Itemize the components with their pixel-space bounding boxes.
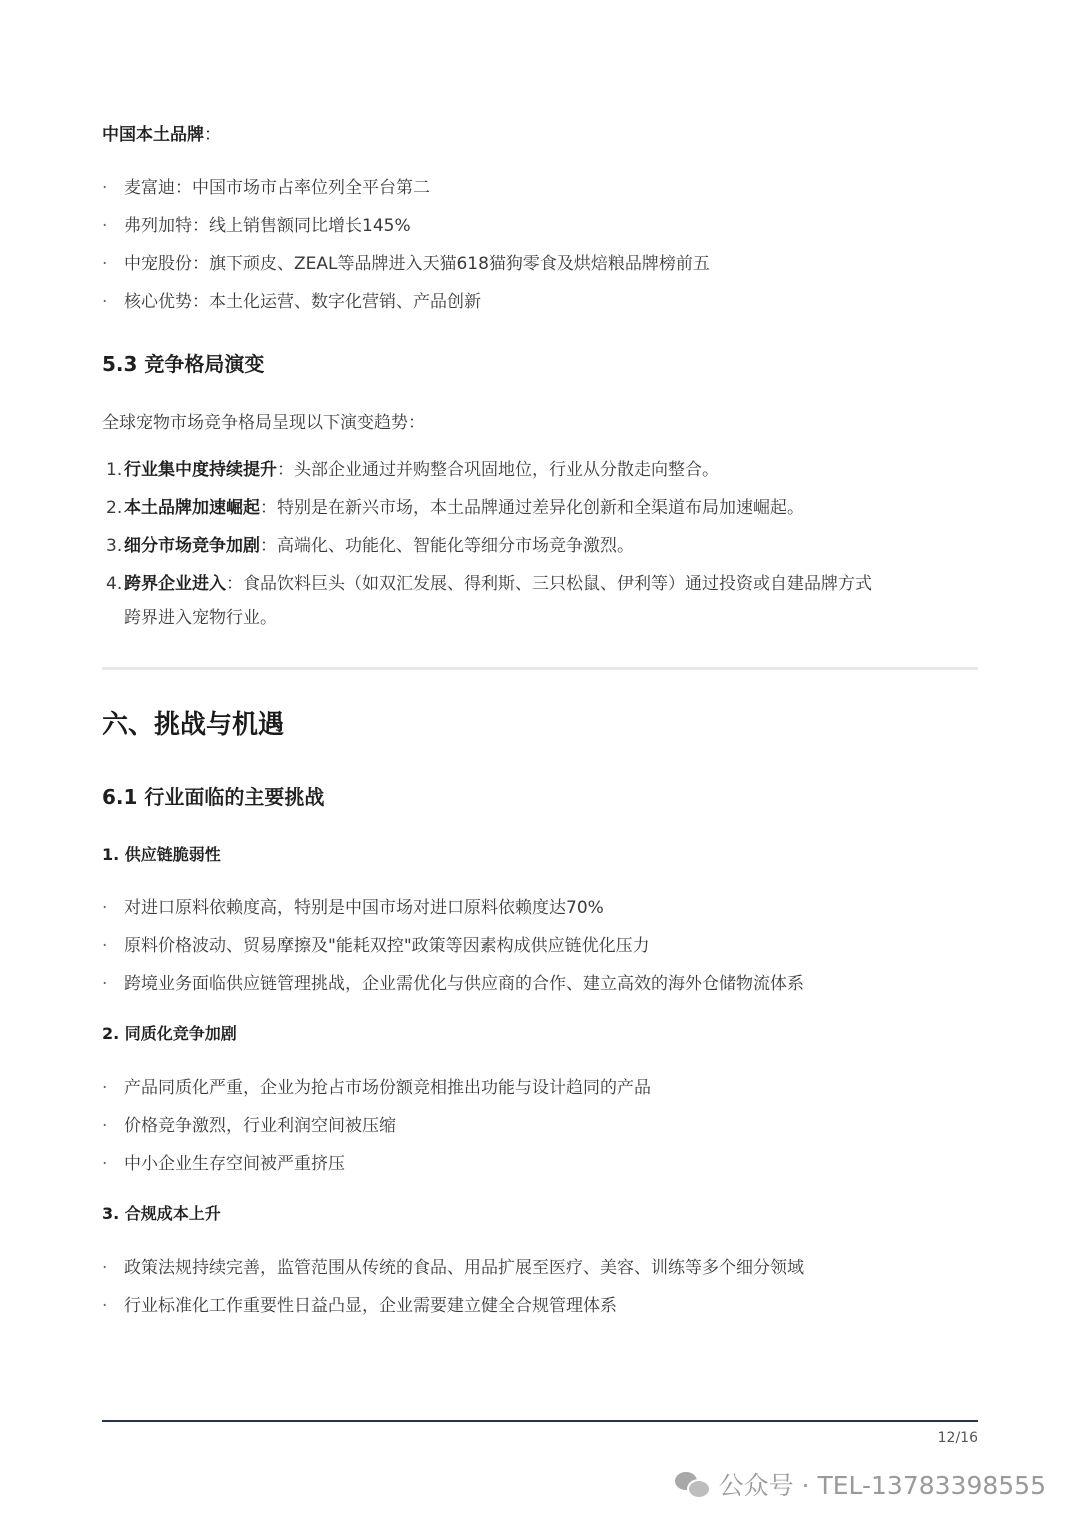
section-title-6-1: 6.1 行业面临的主要挑战: [102, 785, 325, 809]
brands-heading: 中国本土品牌：: [102, 125, 221, 145]
ordered-item: 1. 行业集中度持续提升：头部企业通过并购整合巩固地位，行业从分散走向整合。: [106, 460, 719, 480]
subsection-title: 1. 供应链脆弱性: [102, 845, 221, 864]
list-item: · 核心优势：本土化运营、数字化营销、产品创新: [102, 292, 481, 312]
list-item: · 价格竞争激烈，行业利润空间被压缩: [102, 1116, 396, 1136]
footer-rule: [102, 1420, 978, 1422]
list-item: · 中宠股份：旗下顽皮、ZEAL等品牌进入天猫618猫狗零食及烘焙粮品牌榜前五: [102, 254, 710, 274]
watermark: [675, 1466, 1046, 1502]
list-item: · 产品同质化严重，企业为抢占市场份额竞相推出功能与设计趋同的产品: [102, 1078, 651, 1098]
ordered-item: 2. 本土品牌加速崛起：特别是在新兴市场，本土品牌通过差异化创新和全渠道布局加速崛起。: [106, 498, 804, 518]
list-item: · 行业标准化工作重要性日益凸显，企业需要建立健全合规管理体系: [102, 1296, 617, 1316]
section-divider: [102, 667, 978, 670]
page-number: 12/16: [937, 1430, 978, 1446]
watermark-text: 公众号 · TEL-13783398555: [718, 1471, 1046, 1500]
list-item: · 麦富迪：中国市场市占率位列全平台第二: [102, 178, 430, 198]
ordered-item: 4. 跨界企业进入：食品饮料巨头（如双汇发展、得利斯、三只松鼠、伊利等）通过投资或自建品牌方式 跨界进入宠物行业。: [106, 574, 872, 628]
subsection-title: 2. 同质化竞争加剧: [102, 1024, 237, 1043]
section-intro: 全球宠物市场竞争格局呈现以下演变趋势：: [102, 413, 425, 433]
ordered-item: 3. 细分市场竞争加剧：高端化、功能化、智能化等细分市场竞争激烈。: [106, 536, 634, 556]
section-title-5-3: 5.3 竞争格局演变: [102, 352, 265, 376]
wechat-icon: [675, 1470, 709, 1498]
list-item: · 跨境业务面临供应链管理挑战，企业需优化与供应商的合作、建立高效的海外仓储物流体系: [102, 974, 804, 994]
subsection-title: 3. 合规成本上升: [102, 1204, 221, 1223]
list-item: · 弗列加特：线上销售额同比增长145%: [102, 216, 411, 236]
chapter-title: 六、挑战与机遇: [102, 710, 285, 740]
list-item: · 原料价格波动、贸易摩擦及"能耗双控"政策等因素构成供应链优化压力: [102, 936, 650, 956]
list-item: · 对进口原料依赖度高，特别是中国市场对进口原料依赖度达70%: [102, 898, 604, 918]
list-item: · 中小企业生存空间被严重挤压: [102, 1154, 345, 1174]
list-item: · 政策法规持续完善，监管范围从传统的食品、用品扩展至医疗、美容、训练等多个细分领域: [102, 1258, 804, 1278]
